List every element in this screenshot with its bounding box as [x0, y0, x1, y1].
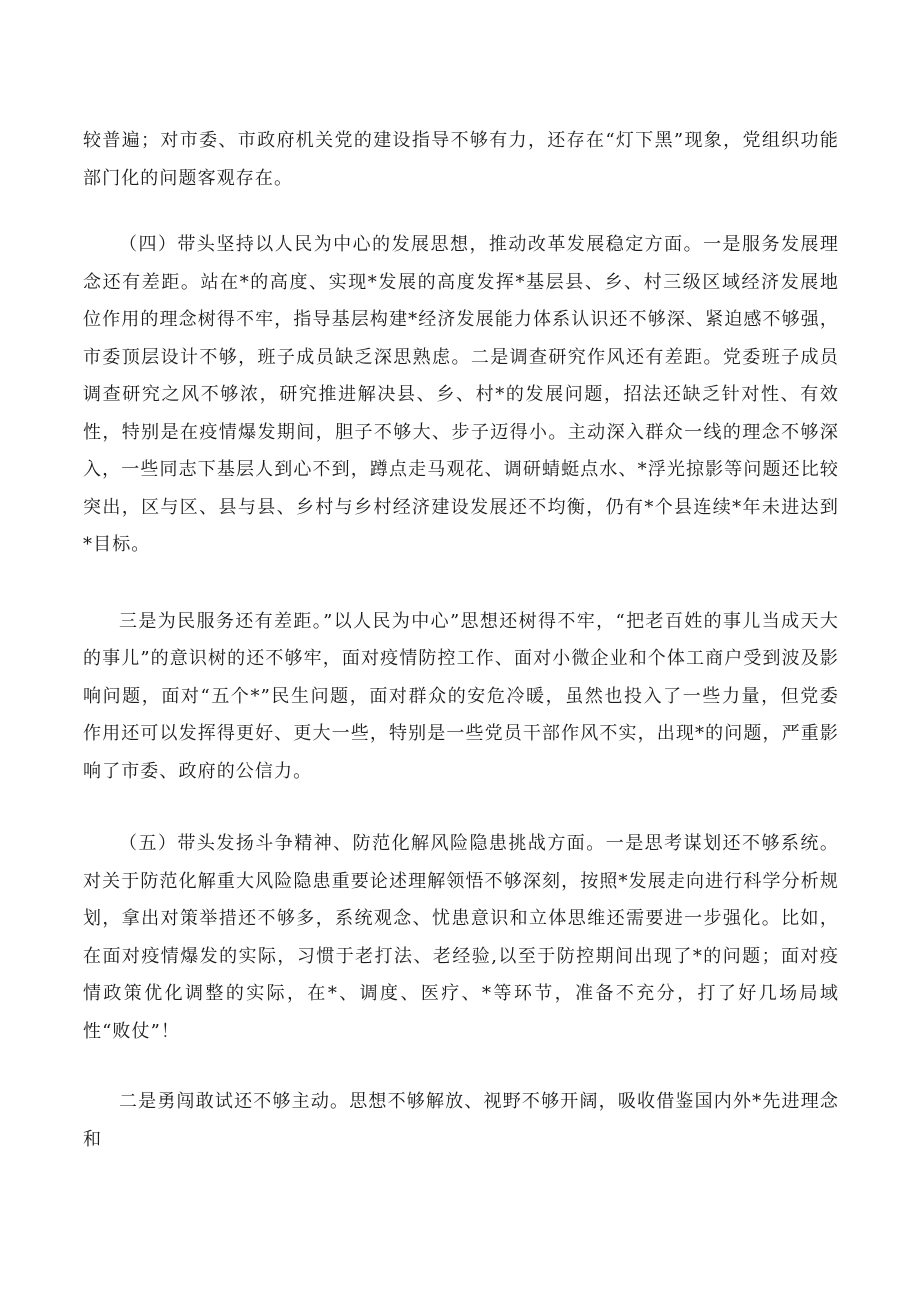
paragraph-point-three: 三是为民服务还有差距。”以人民为中心”思想还树得不牢，“把老百姓的事儿当成天大的事儿”的意识树的还不够牢，面对疫情防控工作、面对小微企业和个体工商户受到波及影响问题，面对“五个*”民生问题，面对群众的安危冷暖，虽然也投入了一些力量，但党委作用还可以发挥得更好、更大一些，特别是一些党员干部作风不实，出现*的问题，严重影响了市委、政府的公信力。 — [83, 610, 839, 782]
paragraph-continuation: 较普遍；对市委、市政府机关党的建设指导不够有力，还存在“灯下黑”现象，党组织功能部门化的问题客观存在。 — [83, 130, 839, 189]
document-page — [83, 122, 839, 1158]
paragraph-point-two: 二是勇闯敢试还不够主动。思想不够解放、视野不够开阔，吸收借鉴国内外*先进理念和 — [83, 1091, 839, 1150]
paragraph-section-four: （四）带头坚持以人民为中心的发展思想，推动改革发展稳定方面。一是服务发展理念还有差距。站在*的高度、实现*发展的高度发挥*基层县、乡、村三级区域经济发展地位作用的理念树得不牢，指导基层构建*经济发展能力体系认识还不够深、紧迫感不够强，市委顶层设计不够，班子成员缺乏深思熟虑。二是调查研究作风还有差距。党委班子成员调查研究之风不够浓，研究推进解决县、乡、村*的发展问题，招法还缺乏针对性、有效性，特别是在疫情爆发期间，胆子不够大、步子迈得小。主动深入群众一线的理念不够深入，一些同志下基层人到心不到，蹲点走马观花、调研蜻蜓点水、*浮光掠影等问题还比较突出，区与区、县与县、乡村与乡村经济建设发展还不均衡，仍有*个县连续*年未进达到*目标。 — [83, 234, 839, 555]
paragraph-section-five: （五）带头发扬斗争精神、防范化解风险隐患挑战方面。一是思考谋划还不够系统。对关于防范化解重大风险隐患重要论述理解领悟不够深刻，按照*发展走向进行科学分析规划，拿出对策举措还不够多，系统观念、忧患意识和立体思维还需要进一步强化。比如，在面对疫情爆发的实际，习惯于老打法、老经验,以至于防控期间出现了*的问题；面对疫情政策优化调整的实际，在*、调度、医疗、*等环节，准备不充分，打了好几场局域性“败仗”！ — [83, 833, 839, 1042]
